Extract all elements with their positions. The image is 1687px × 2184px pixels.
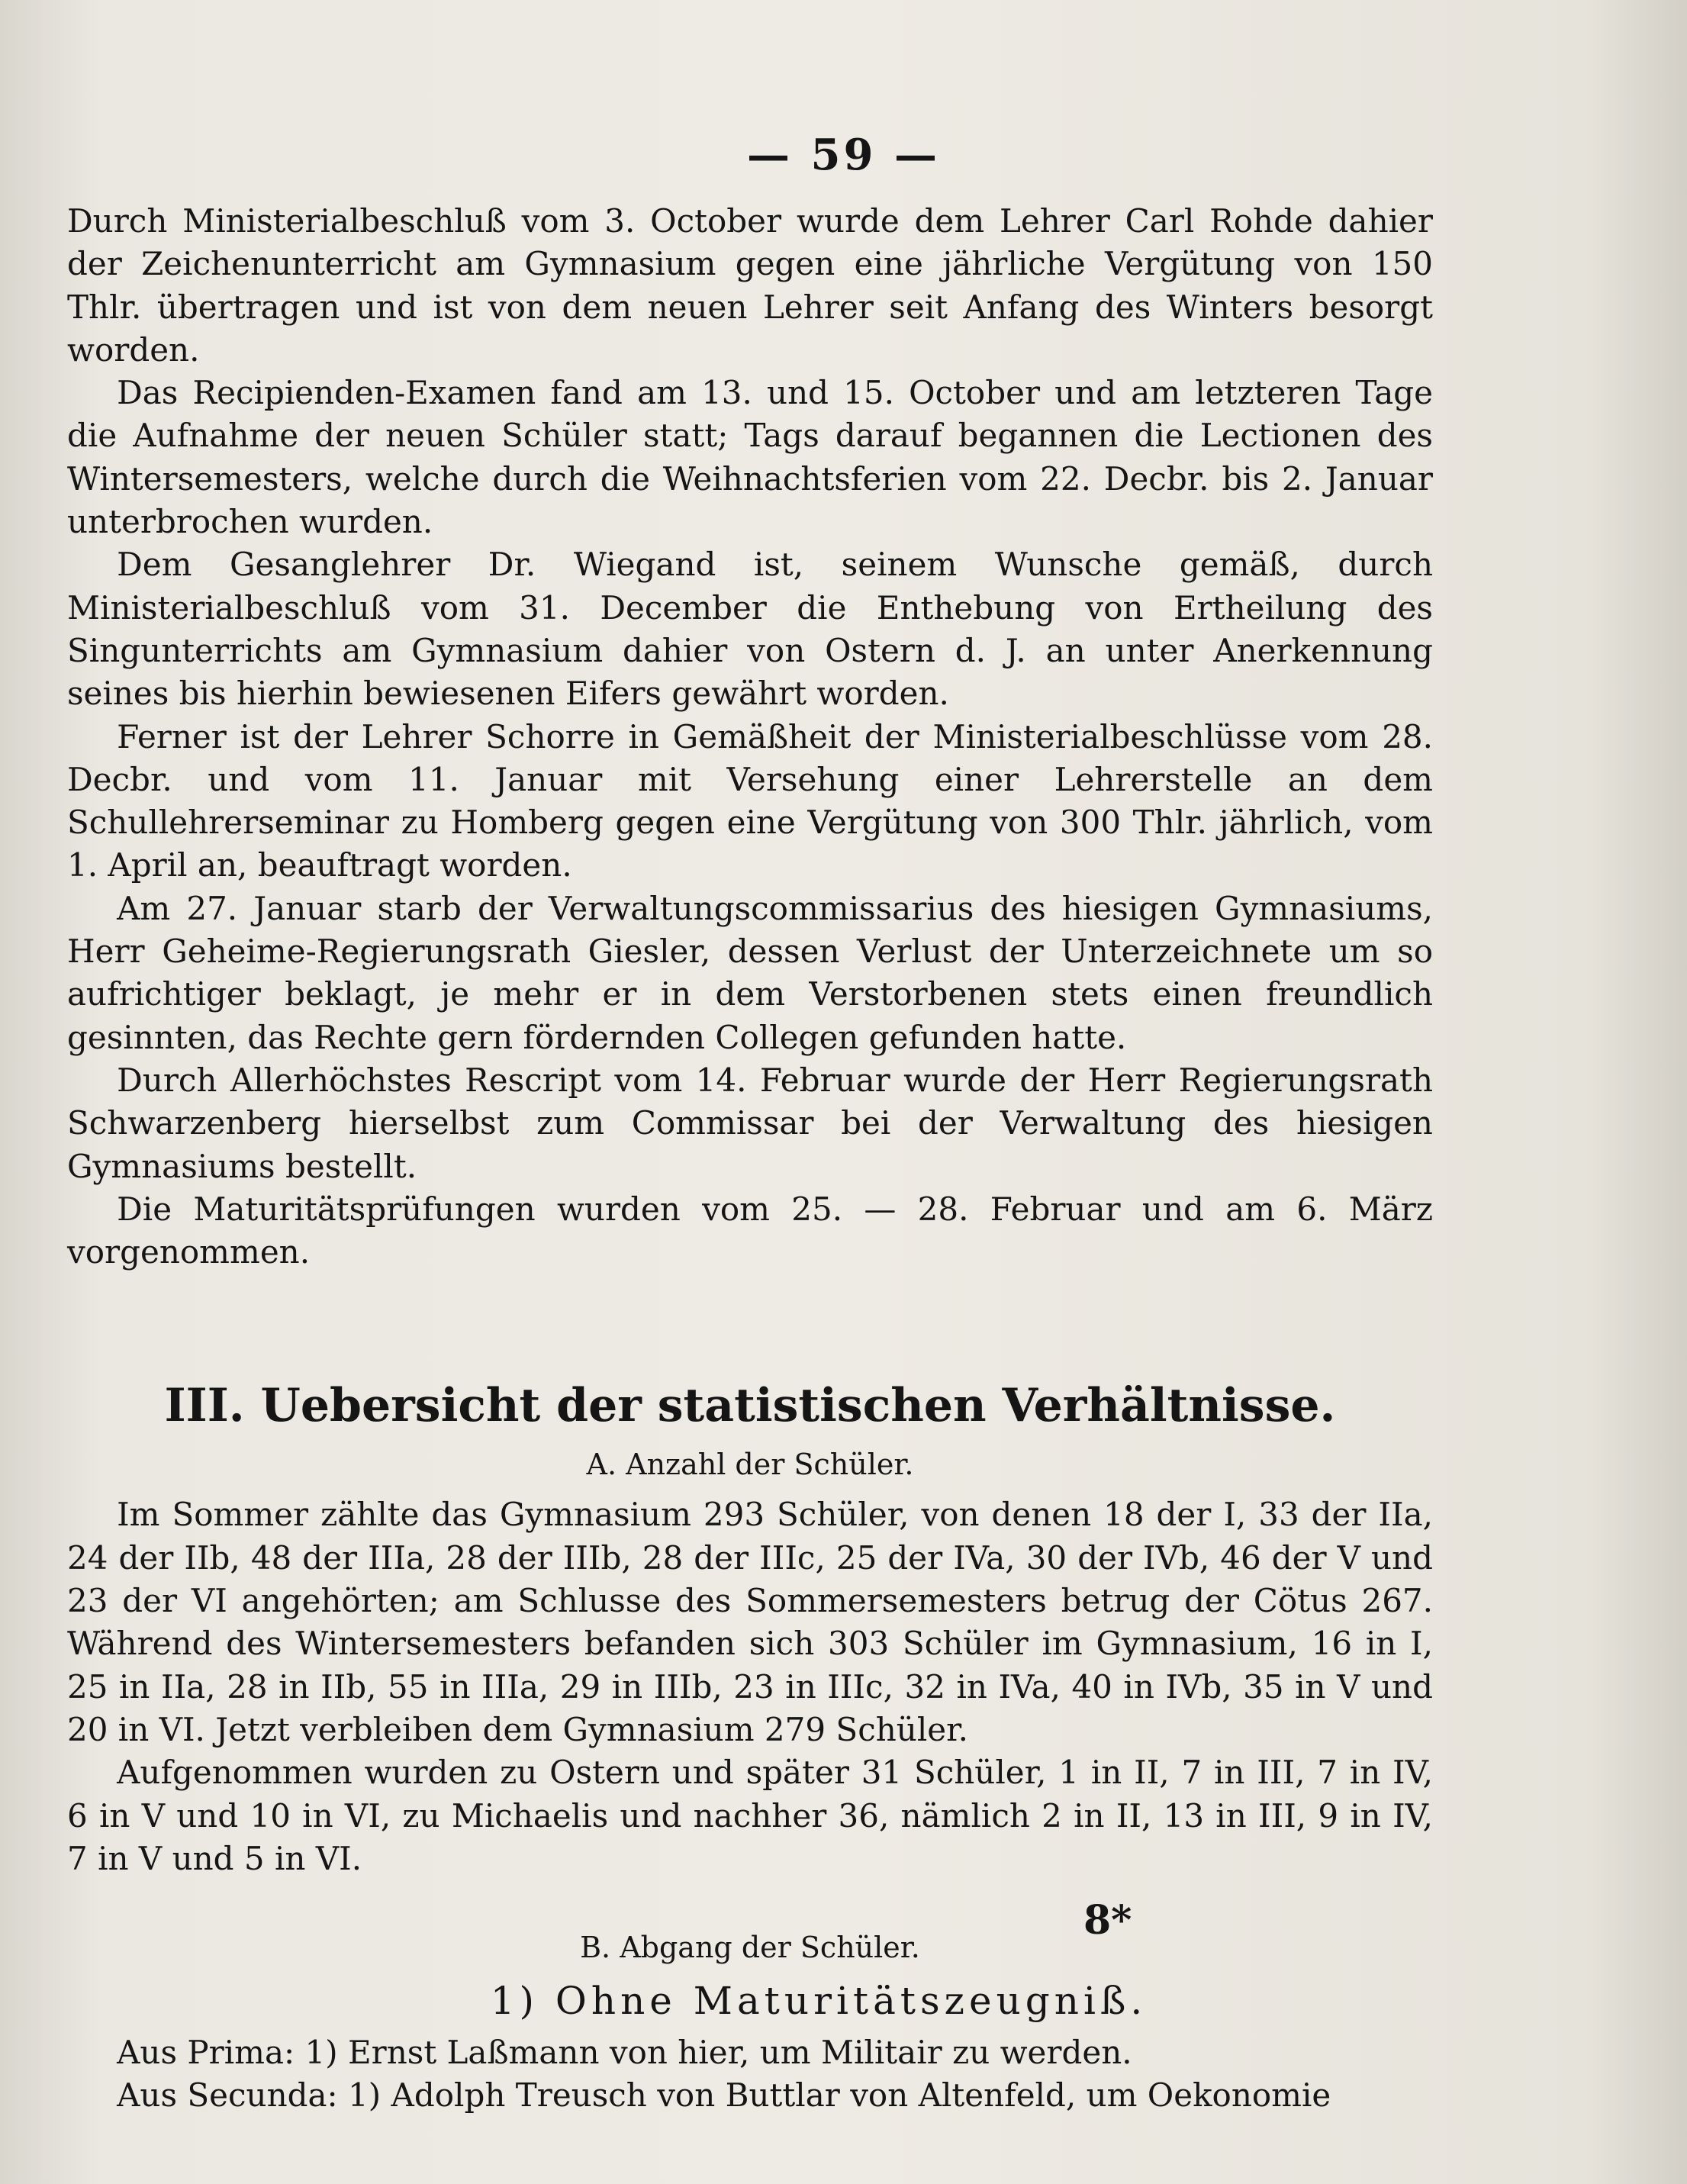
section-heading: III. Uebersicht der statistischen Verhältnisse. xyxy=(164,1379,1336,1433)
paragraph-schwarzenberg: Durch Allerhöchstes Rescript vom 14. Februar wurde der Herr Regierungsrath Schwarzenberg hierselbst zum Commissar bei der Verwaltung des hiesigen Gymnasiums bestellt. xyxy=(67,1061,1433,1185)
paragraph-rohde: Durch Ministerialbeschluß vom 3. October wurde dem Lehrer Carl Rohde dahier der Zeichenunterricht am Gymnasium gegen eine jährliche Vergütung von 150 Thlr. übertragen und ist von dem neuen Lehrer seit Anfang des Winters besorgt worden. xyxy=(67,202,1433,369)
paragraph-recipienden-examen: Das Recipienden-Examen fand am 13. und 15. October und am letzteren Tage die Aufnahme der neuen Schüler statt; Tags darauf begannen die Lectionen des Wintersemesters, welche durch die Weihnachtsferien vom 22. Decbr. bis 2. Januar unterbrochen wurden. xyxy=(67,374,1433,541)
page-number: — 59 — xyxy=(747,130,940,180)
subsection-a-heading: A. Anzahl der Schüler. xyxy=(586,1448,914,1482)
document-body xyxy=(67,200,1433,2118)
subsection-b1-heading: 1) Ohne Maturitätszeugniß. xyxy=(490,1979,1148,2024)
paragraph-admissions: Aufgenommen wurden zu Ostern und später 31 Schüler, 1 in II, 7 in III, 7 in IV, 6 in V und 10 in VI, zu Michaelis und nachher 36, nämlich 2 in II, 13 in III, 9 in IV, 7 in V und 5 in VI. xyxy=(67,1754,1433,1877)
paragraph-schorre: Ferner ist der Lehrer Schorre in Gemäßheit der Ministerialbeschlüsse vom 28. Decbr. und vom 11. Januar mit Versehung einer Lehrerstelle an dem Schullehrerseminar zu Homberg gegen eine Vergütung von 300 Thlr. jährlich, vom 1. April an, beauftragt worden. xyxy=(67,717,1433,884)
paragraph-wiegand: Dem Gesanglehrer Dr. Wiegand ist, seinem Wunsche gemäß, durch Ministerialbeschluß vom 31. December die Enthebung von Ertheilung des Singunterrichts am Gymnasium dahier von Ostern d. J. an unter Anerkennung seines bis hierhin bewiesenen Eifers gewährt worden. xyxy=(67,546,1433,713)
paragraph-maturitaetspruefungen: Die Maturitätsprüfungen wurden vom 25. — 28. Februar und am 6. März vorgenommen. xyxy=(67,1190,1433,1271)
subsection-b-heading: B. Abgang der Schüler. xyxy=(580,1931,920,1965)
signature-mark: 8* xyxy=(1083,1897,1132,1944)
departure-secunda: Aus Secunda: 1) Adolph Treusch von Buttlar von Altenfeld, um Oekonomie xyxy=(117,2076,1331,2115)
paragraph-student-counts: Im Sommer zählte das Gymnasium 293 Schüler, von denen 18 der I, 33 der IIa, 24 der IIb, 48 der IIIa, 28 der IIIb, 28 der IIIc, 25 der IVa, 30 der IVb, 46 der V und 23 der VI angehörten; am Schlusse des Sommersemesters betrug der Cötus 267. Während des Wintersemesters befanden sich 303 Schüler im Gymnasium, 16 in I, 25 in IIa, 28 in IIb, 55 in IIIa, 29 in IIIb, 23 in IIIc, 32 in IVa, 40 in IVb, 35 in V und 20 in VI. Jetzt verbleiben dem Gymnasium 279 Schüler. xyxy=(67,1496,1433,1748)
departure-prima: Aus Prima: 1) Ernst Laßmann von hier, um Militair zu werden. xyxy=(117,2034,1132,2072)
paragraph-giesler: Am 27. Januar starb der Verwaltungscommissarius des hiesigen Gymnasiums, Herr Geheime-Regierungsrath Giesler, dessen Verlust der Unterzeichnete um so aufrichtiger beklagt, je mehr er in dem Verstorbenen stets einen freundlich gesinnten, das Rechte gern fördernden Collegen gefunden hatte. xyxy=(67,889,1433,1056)
